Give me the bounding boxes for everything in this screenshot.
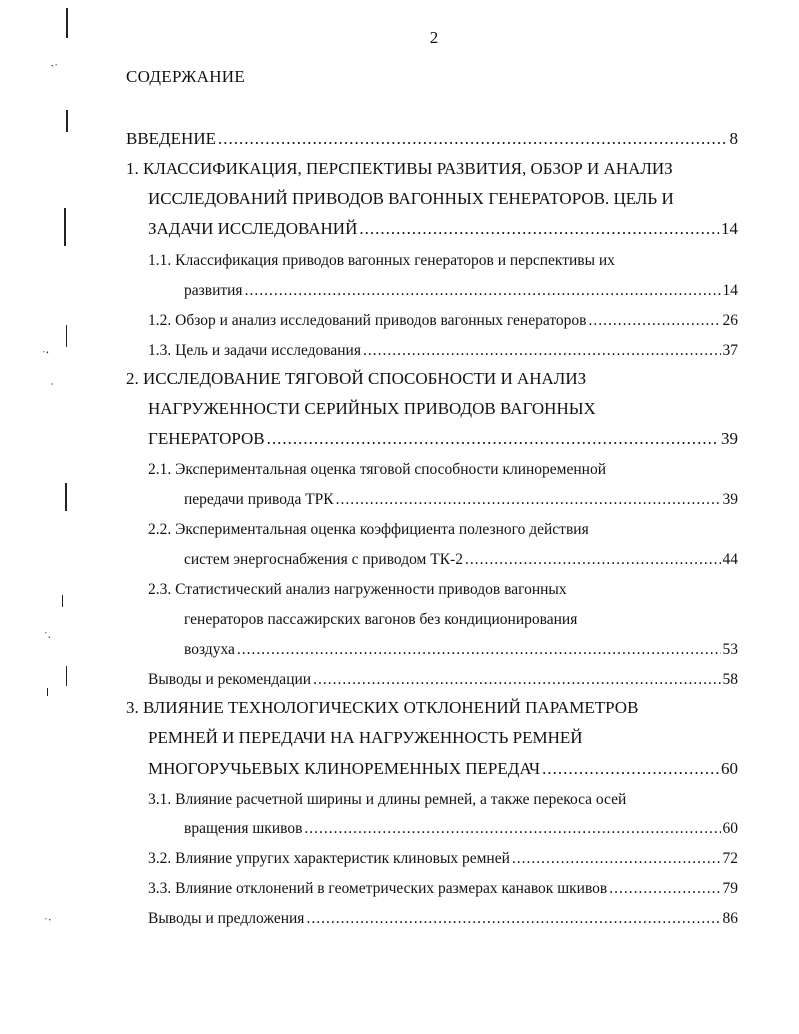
- toc-chapter-1-line[interactable]: ИССЛЕДОВАНИЙ ПРИВОДОВ ВАГОННЫХ ГЕНЕРАТОРОВ. ЦЕЛЬ И: [148, 189, 674, 208]
- toc-leader: [609, 879, 720, 899]
- toc-chapter-2-line[interactable]: 2. ИССЛЕДОВАНИЕ ТЯГОВОЙ СПОСОБНОСТИ И АНАЛИЗ: [126, 369, 587, 388]
- toc-leader: [237, 640, 721, 660]
- toc-entry-text: воздуха: [184, 641, 235, 658]
- toc-page-number: 60: [721, 759, 738, 778]
- toc-page-number: 14: [721, 219, 738, 238]
- toc-section-2-1-line[interactable]: 2.1. Экспериментальная оценка тяговой способности клиноременной: [148, 461, 607, 478]
- scan-margin-mark: [66, 325, 67, 347]
- scan-speck: ˑ⸱: [42, 345, 50, 360]
- toc-entry-section-3-1[interactable]: [184, 819, 738, 839]
- scan-margin-mark: [62, 595, 63, 607]
- toc-entry-section-3-2[interactable]: [148, 849, 738, 869]
- toc-leader: [218, 129, 728, 149]
- toc-page-number: 14: [722, 282, 738, 299]
- toc-leader: [267, 429, 719, 449]
- toc-entry-text: Выводы и рекомендации: [148, 671, 312, 688]
- toc-leader: [512, 849, 721, 869]
- toc-section-3-1-line[interactable]: 3.1. Влияние расчетной ширины и длины ремней, а также перекоса осей: [148, 791, 627, 808]
- toc-entry-section-2-2[interactable]: [184, 550, 738, 570]
- toc-section-2-3-line[interactable]: 2.3. Статистический анализ нагруженности приводов вагонных: [148, 581, 567, 598]
- toc-entry-chapter-3-conclusions[interactable]: [148, 909, 738, 929]
- toc-section-2-2-line[interactable]: 2.2. Экспериментальная оценка коэффициента полезного действия: [148, 521, 589, 538]
- page-title: СОДЕРЖАНИЕ: [126, 67, 246, 86]
- toc-entry-text: ЗАДАЧИ ИССЛЕДОВАНИЙ: [148, 219, 358, 238]
- toc-entry-text: ГЕНЕРАТОРОВ: [148, 429, 265, 448]
- toc-entry-section-2-3[interactable]: [184, 640, 738, 660]
- toc-entry-chapter-3[interactable]: [148, 759, 738, 779]
- toc-leader: [245, 281, 721, 301]
- toc-page-number: 8: [729, 129, 738, 148]
- toc-leader: [465, 550, 721, 570]
- toc-entry-chapter-2-conclusions[interactable]: [148, 670, 738, 690]
- scan-margin-mark: [66, 110, 68, 132]
- toc-entry-text: передачи привода ТРК: [184, 491, 334, 508]
- toc-leader: [359, 219, 719, 239]
- page-number: 2: [429, 28, 439, 47]
- toc-page-number: 58: [722, 671, 738, 688]
- scan-margin-mark: [66, 666, 67, 686]
- toc-entry-text: Выводы и предложения: [148, 910, 305, 927]
- toc-page-number: 37: [722, 342, 738, 359]
- scan-speck: ·ˑ: [50, 58, 58, 73]
- toc-entry-text: 3.2. Влияние упругих характеристик клиновых ремней: [148, 850, 510, 867]
- toc-chapter-3-line[interactable]: 3. ВЛИЯНИЕ ТЕХНОЛОГИЧЕСКИХ ОТКЛОНЕНИЙ ПАРАМЕТРОВ: [126, 698, 639, 717]
- toc-page-number: 39: [722, 491, 738, 508]
- toc-leader: [336, 490, 721, 510]
- toc-entry-text: ВВЕДЕНИЕ: [126, 129, 216, 148]
- toc-entry-text: 1.2. Обзор и анализ исследований приводов вагонных генераторов: [148, 312, 587, 329]
- toc-page-number: 79: [722, 880, 738, 897]
- scan-speck: ˑ.: [44, 626, 51, 641]
- toc-entry-text: МНОГОРУЧЬЕВЫХ КЛИНОРЕМЕННЫХ ПЕРЕДАЧ: [148, 759, 541, 778]
- toc-entry-text: вращения шкивов: [184, 820, 303, 837]
- toc-section-2-3-line[interactable]: генераторов пассажирских вагонов без кондиционирования: [184, 611, 578, 628]
- toc-entry-section-2-1[interactable]: [184, 490, 738, 510]
- toc-leader: [304, 819, 720, 839]
- toc-entry-section-3-3[interactable]: [148, 879, 738, 899]
- toc-entry-chapter-2[interactable]: [148, 429, 738, 449]
- toc-entry-section-1-2[interactable]: [148, 311, 738, 331]
- scan-margin-mark: [65, 483, 67, 511]
- toc-chapter-2-line[interactable]: НАГРУЖЕННОСТИ СЕРИЙНЫХ ПРИВОДОВ ВАГОННЫХ: [148, 399, 596, 418]
- scan-speck: ˑ·: [44, 912, 52, 927]
- scan-speck: ˌ: [50, 370, 55, 385]
- toc-entry-text: систем энергоснабжения с приводом ТК-2: [184, 551, 463, 568]
- toc-page-number: 72: [722, 850, 738, 867]
- toc-entry-chapter-1[interactable]: [148, 219, 738, 239]
- toc-leader: [363, 341, 721, 361]
- toc-leader: [542, 759, 719, 779]
- toc-chapter-3-line[interactable]: РЕМНЕЙ И ПЕРЕДАЧИ НА НАГРУЖЕННОСТЬ РЕМНЕЙ: [148, 728, 583, 747]
- scan-margin-mark: [64, 208, 66, 246]
- toc-section-1-1-line[interactable]: 1.1. Классификация приводов вагонных генераторов и перспективы их: [148, 252, 615, 269]
- toc-entry-text: 3.3. Влияние отклонений в геометрических размерах канавок шкивов: [148, 880, 608, 897]
- toc-page-number: 39: [721, 429, 738, 448]
- toc-page-number: 86: [722, 910, 738, 927]
- toc-entry-section-1-3[interactable]: [148, 341, 738, 361]
- toc-entry-text: развития: [184, 282, 243, 299]
- toc-page-number: 26: [722, 312, 738, 329]
- toc-page-number: 60: [722, 820, 738, 837]
- toc-chapter-1-line[interactable]: 1. КЛАССИФИКАЦИЯ, ПЕРСПЕКТИВЫ РАЗВИТИЯ, ОБЗОР И АНАЛИЗ: [126, 159, 673, 178]
- toc-leader: [313, 670, 720, 690]
- toc-entry-intro[interactable]: [126, 129, 738, 149]
- toc-page-number: 53: [722, 641, 738, 658]
- toc-leader: [588, 311, 720, 331]
- toc-entry-section-1-1[interactable]: [184, 281, 738, 301]
- toc-leader: [306, 909, 720, 929]
- toc-page-number: 44: [722, 551, 738, 568]
- toc-entry-text: 1.3. Цель и задачи исследования: [148, 342, 361, 359]
- scan-margin-mark: [47, 688, 48, 696]
